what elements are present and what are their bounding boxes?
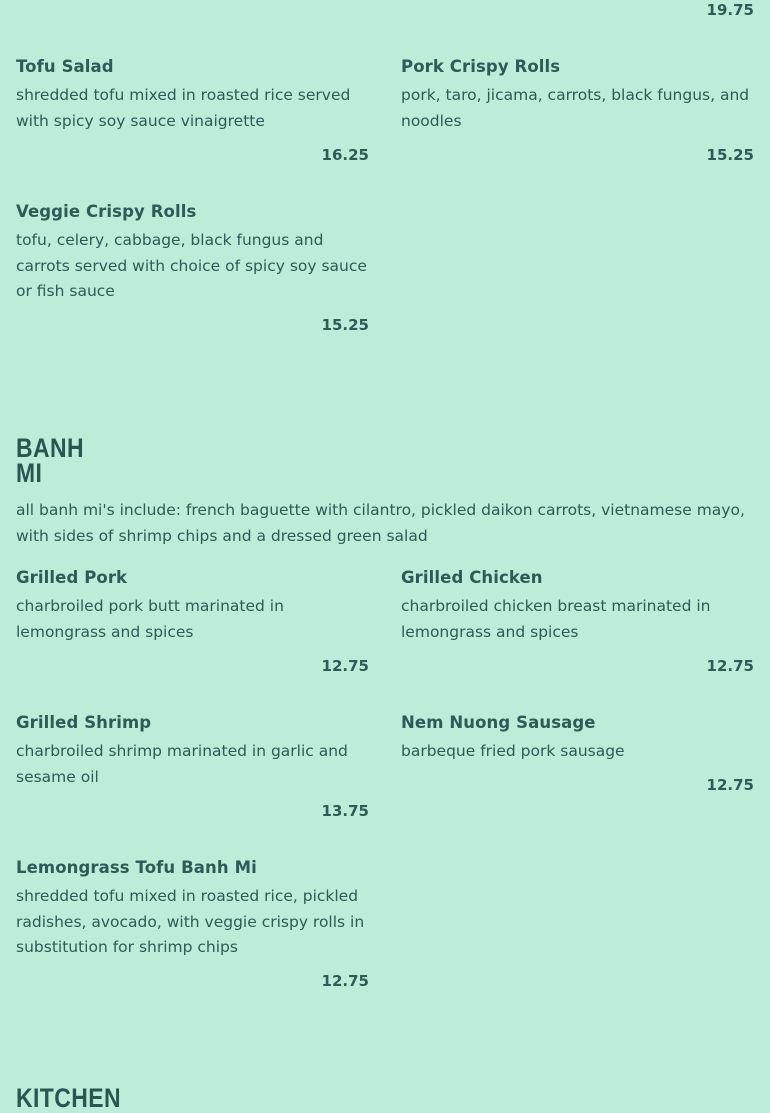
item-price: 15.25 <box>321 316 369 334</box>
item-price: 12.75 <box>706 657 754 675</box>
item-price: 12.75 <box>706 776 754 794</box>
item-price: 13.75 <box>321 802 369 820</box>
section-description: all banh mi's include: french baguette with cilantro, pickled daikon carrots, vietnamese mayo, with sides of shrimp chips and a dressed green salad <box>16 501 745 545</box>
item-price: 19.75 <box>706 1 754 19</box>
item-name: Nem Nuong Sausage <box>401 713 596 732</box>
item-description: charbroiled shrimp marinated in garlic and sesame oil <box>16 742 348 786</box>
item-name: Grilled Shrimp <box>16 713 152 732</box>
item-description: charbroiled chicken breast marinated in lemongrass and spices <box>401 597 711 641</box>
item-name: Tofu Salad <box>16 57 114 76</box>
section-banh-mi-title <box>16 433 96 488</box>
item-description: shredded tofu mixed in roasted rice served with spicy soy sauce vinaigrette <box>16 86 351 130</box>
item-description: tofu, celery, cabbage, black fungus and carrots served with choice of spicy soy sauce or fish sauce <box>16 231 367 301</box>
item-name: Grilled Chicken <box>401 568 543 587</box>
item-name: Grilled Pork <box>16 568 128 587</box>
section-title: KITCHEN <box>16 1083 121 1113</box>
item-description: barbeque fried pork sausage <box>401 742 625 760</box>
item-price: 15.25 <box>706 146 754 164</box>
section-title-line: BANH <box>16 433 84 463</box>
section-title-line: MI <box>16 458 43 488</box>
item-name: Pork Crispy Rolls <box>401 57 561 76</box>
item-price: 12.75 <box>321 972 369 990</box>
item-description: charbroiled pork butt marinated in lemongrass and spices <box>16 597 284 641</box>
item-description: pork, taro, jicama, carrots, black fungus, and noodles <box>401 86 750 130</box>
item-description: shredded tofu mixed in roasted rice, pickled radishes, avocado, with veggie crispy rolls in substitution for shrimp chips <box>16 887 365 957</box>
item-name: Lemongrass Tofu Banh Mi <box>16 858 257 877</box>
item-name: Veggie Crispy Rolls <box>16 202 197 221</box>
item-price: 12.75 <box>321 657 369 675</box>
item-price: 16.25 <box>321 146 369 164</box>
